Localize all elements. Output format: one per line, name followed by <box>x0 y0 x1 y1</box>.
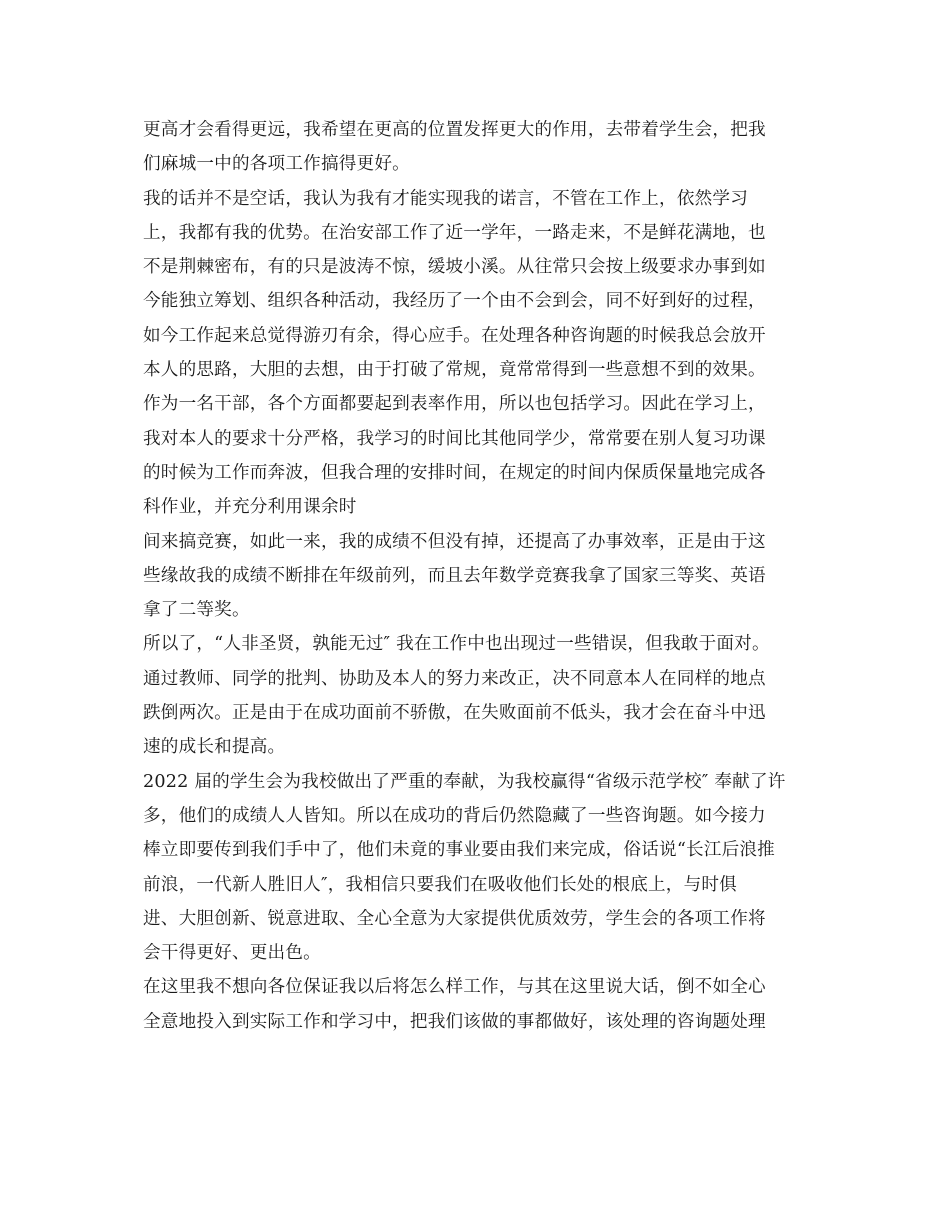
text-line: 通过教师、同学的批判、协助及本人的努力来改正，决不同意本人在同样的地点 <box>143 668 766 689</box>
text-line: 在这里我不想向各位保证我以后将怎么样工作，与其在这里说大话，倒不如全心 <box>143 977 766 998</box>
text-line: 速的成长和提高。 <box>143 737 286 758</box>
text-line: 上，我都有我的优势。在治安部工作了近一学年，一路走来，不是鲜花满地，也 <box>143 222 766 243</box>
text-line: 间来搞竞赛，如此一来，我的成绩不但没有掉，还提高了办事效率，正是由于这 <box>143 531 766 552</box>
text-line: 不是荆棘密布，有的只是波涛不惊，缓坡小溪。从往常只会按上级要求办事到如 <box>143 257 766 278</box>
text-line: 全意地投入到实际工作和学习中，把我们该做的事都做好，该处理的咨询题处理 <box>143 1011 766 1032</box>
text-line: 2022 届的学生会为我校做出了严重的奉献，为我校赢得“省级示范学校″ 奉献了许 <box>143 771 786 792</box>
text-line: 会干得更好、更出色。 <box>143 943 321 964</box>
text-line: 跌倒两次。正是由于在成功面前不骄傲，在失败面前不低头，我才会在奋斗中迅 <box>143 703 766 724</box>
text-line: 前浪，一代新人胜旧人″，我相信只要我们在吸收他们长处的根底上，与时俱 <box>143 874 737 895</box>
text-line: 棒立即要传到我们手中了，他们未竟的事业要由我们来完成，俗话说“长江后浪推 <box>143 840 775 861</box>
text-line: 如今工作起来总觉得游刃有余，得心应手。在处理各种咨询题的时候我总会放开 <box>143 325 766 346</box>
text-line: 些缘故我的成绩不断排在年级前列，而且去年数学竞赛我拿了国家三等奖、英语 <box>143 565 766 586</box>
text-line: 我对本人的要求十分严格，我学习的时间比其他同学少，常常要在别人复习功课 <box>143 428 766 449</box>
text-line: 们麻城一中的各项工作搞得更好。 <box>143 154 410 175</box>
text-line: 的时候为工作而奔波，但我合理的安排时间，在规定的时间内保质保量地完成各 <box>143 462 766 483</box>
text-line: 拿了二等奖。 <box>143 600 250 621</box>
text-line: 进、大胆创新、锐意进取、全心全意为大家提供优质效劳，学生会的各项工作将 <box>143 908 766 929</box>
document-body <box>143 113 813 1039</box>
text-line: 多，他们的成绩人人皆知。所以在成功的背后仍然隐藏了一些咨询题。如今接力 <box>143 805 766 826</box>
text-line: 科作业，并充分利用课余时 <box>143 497 357 518</box>
text-line: 所以了，“人非圣贤，孰能无过″ 我在工作中也出现过一些错误，但我敢于面对。 <box>143 634 770 655</box>
text-line: 我的话并不是空话，我认为我有才能实现我的诺言，不管在工作上，依然学习 <box>143 188 748 209</box>
text-line: 更高才会看得更远，我希望在更高的位置发挥更大的作用，去带着学生会，把我 <box>143 120 766 140</box>
text-line: 作为一名干部，各个方面都要起到表率作用，所以也包括学习。因此在学习上， <box>143 394 766 415</box>
text-line: 今能独立筹划、组织各种活动，我经历了一个由不会到会，同不好到好的过程， <box>143 291 766 312</box>
text-line: 本人的思路，大胆的去想，由于打破了常规，竟常常得到一些意想不到的效果。 <box>143 360 766 381</box>
